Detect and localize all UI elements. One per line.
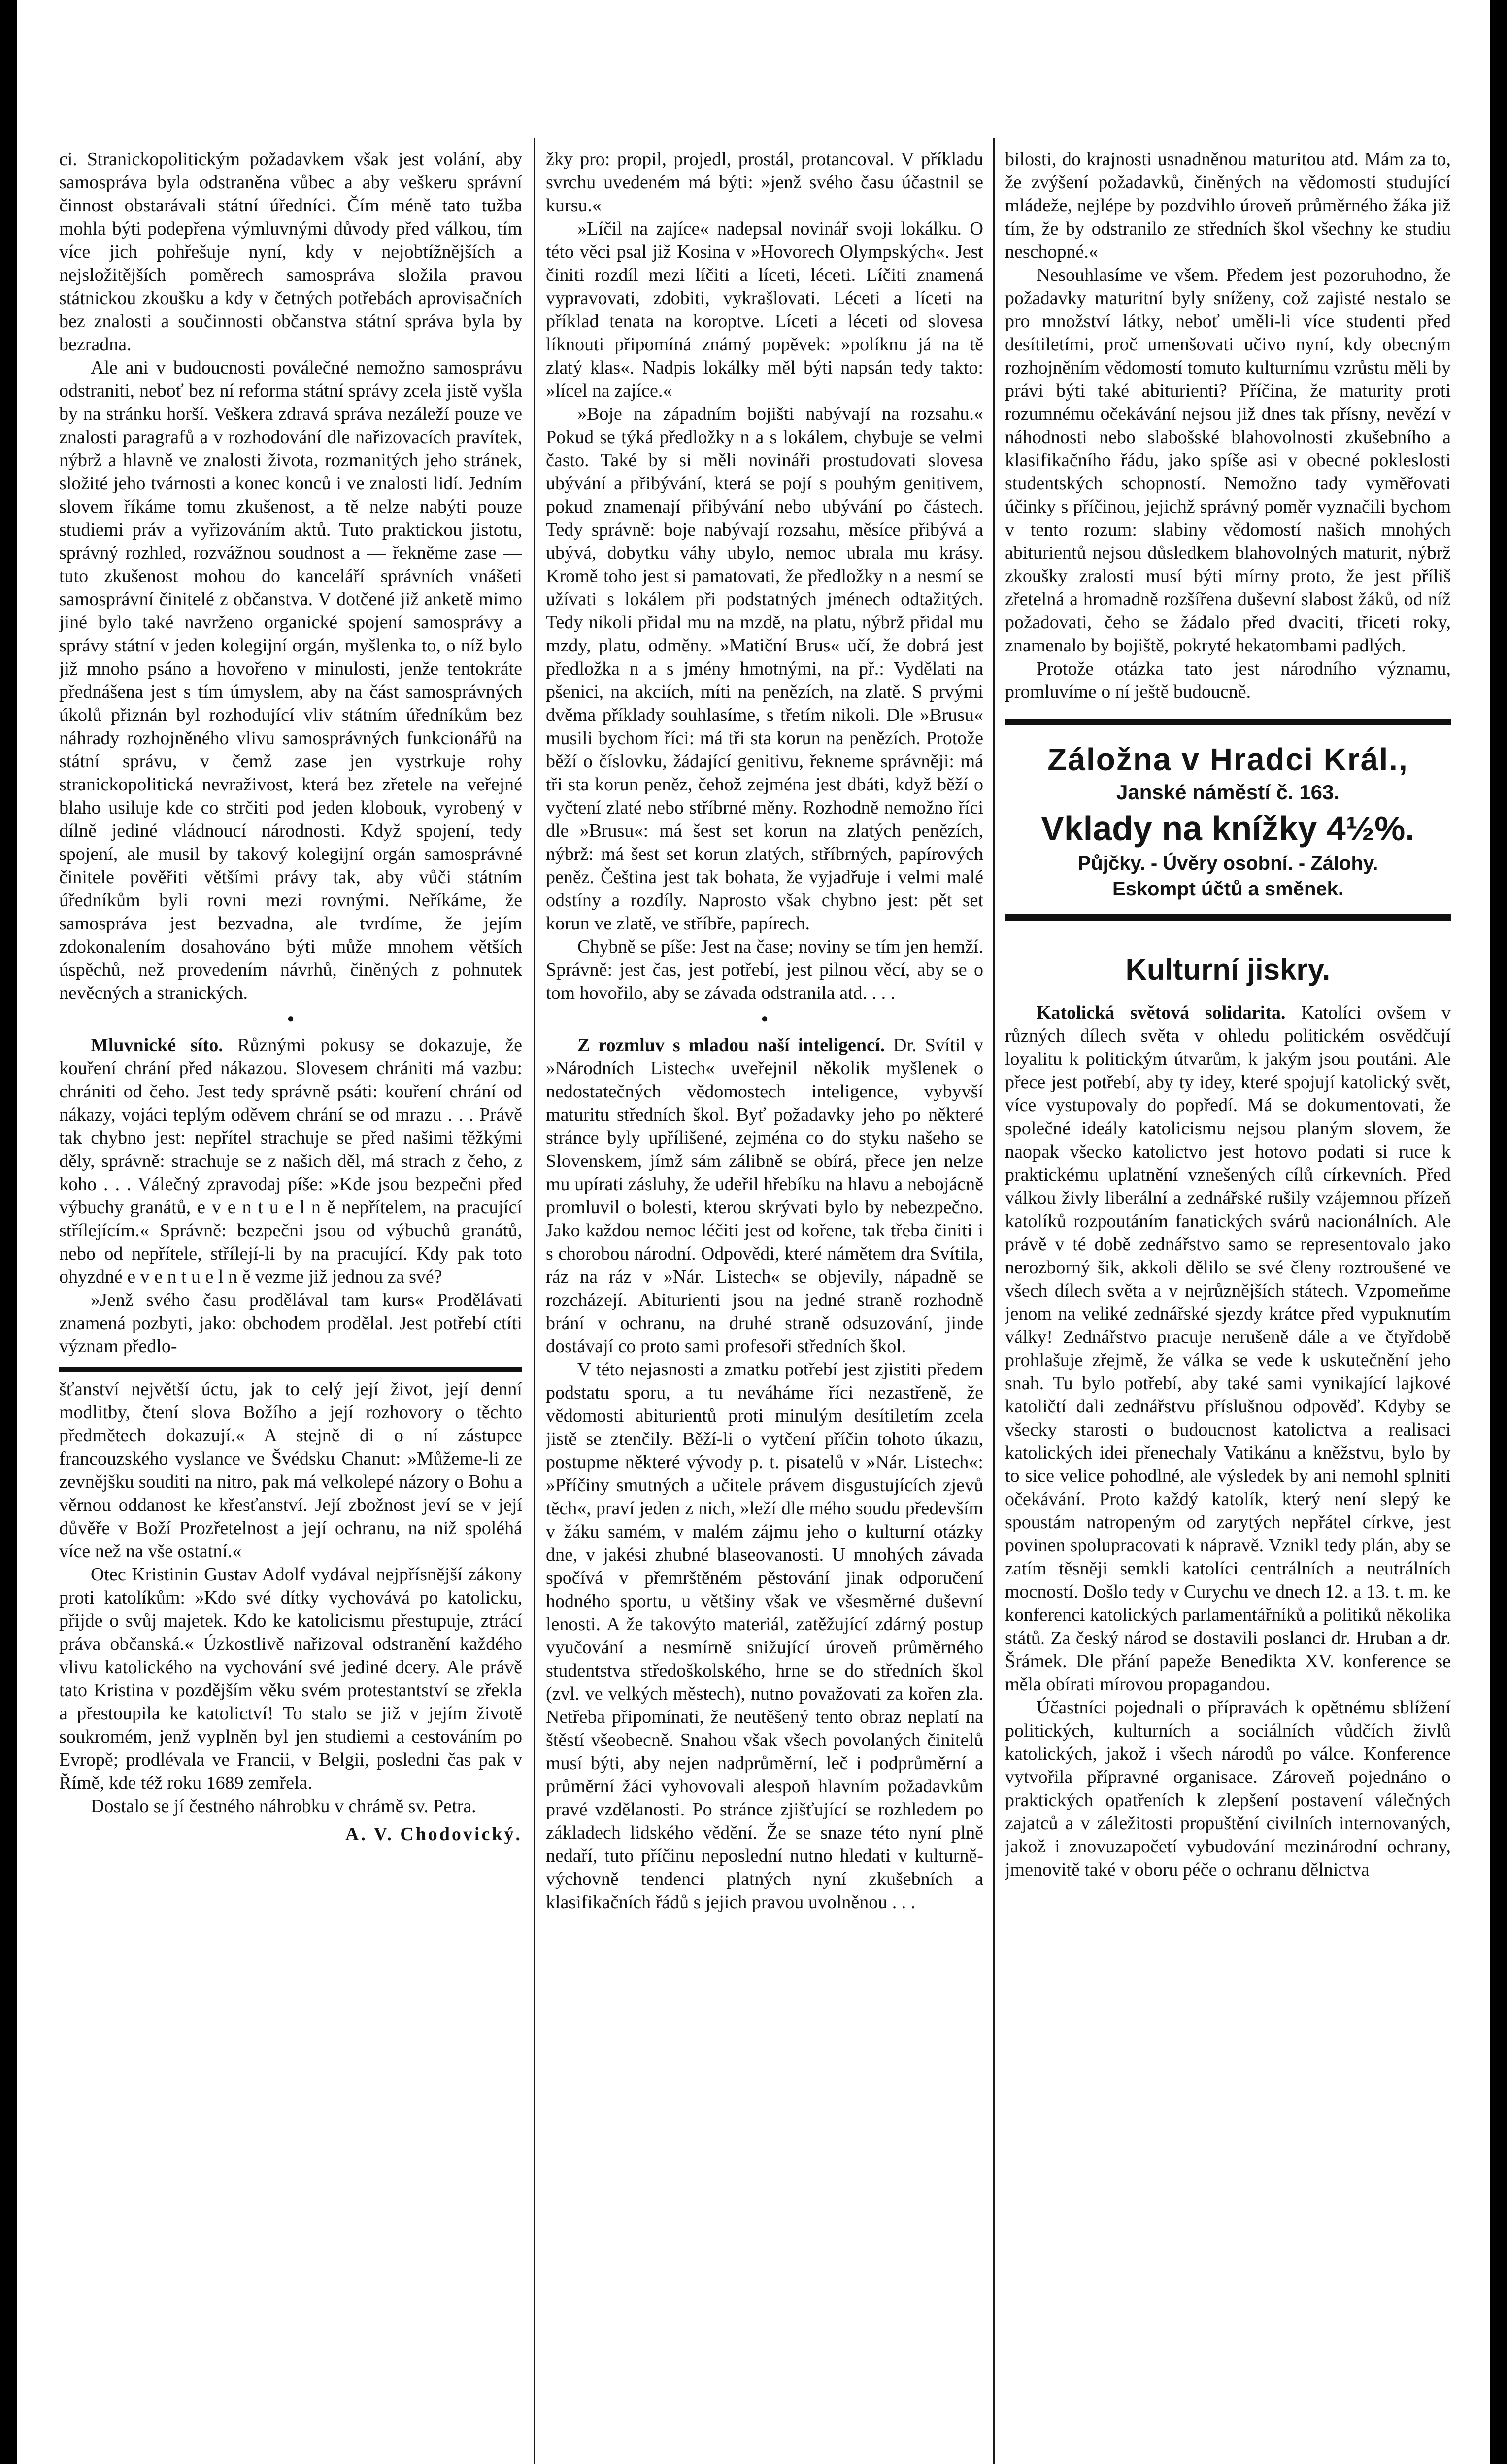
paragraph: Chybně se píše: Jest na čase; noviny se tím jen hemží. Správně: jest čas, jest potřebí, jest pilnou věcí, aby se o tom hovořilo, aby se závada odstranila atd. . . .: [546, 936, 983, 1003]
rubric-heading: Katolická světová solidarita.: [1037, 1002, 1286, 1023]
column-2: [546, 148, 983, 2464]
paragraph: [546, 1034, 983, 1358]
ad-discount: Eskompt účtů a směnek.: [1112, 878, 1344, 900]
column-3: [1005, 148, 1451, 2464]
paragraph: V této nejasnosti a zmatku potřebí jest zjistiti předem podstatu sporu, a tu neváháme říci nezastřeně, že vědomosti abiturientů proti minulým desítiletím zcela jistě se ztenčily. Běží-li o vytčení příčin tohoto úkazu, postupme některé vývody p. t. pisatelů v »Nár. Listech«: »Příčiny smutných a učitele právem disgustujících zjevů těch«, praví jeden z nich, »leží dle mého soudu především v žáku samém, v malém zájmu jeho o kulturní otázky dne, v jakési zhubné blaseovanosti. U mnohých závada spočívá v přemrštěném pěstování jinak odporučení hodného sportu, u většiny však ve všesměrné duševní lenosti. A že takovýto materiál, zatěžující zdárný postup vyučování a nesmírně snižující úroveň průměrného studentstva středoškolského, hrne se do středních škol (zvl. ve velkých městech), nutno považovati za kořen zla. Netřeba připomínati, že neutěšený tento obraz neplatí na štěstí všeobecně. Snahou však všech povolaných činitelů musí býti, aby nejen nadprůměrní, leč i podprůměrní a průměrní žáci vyhovovali alespoň hlavním požadavkům pravé vzdělanosti. Po stránce zjišťující se rozhledem po základech lidského vědění. Že se snaze této nyní plně nedaří, tuto příčinu neposlední nutno hledati v kulturně-výchovně tendenci platných nyní zkušebních a klasifikačních řádů s jejich pravou uvolněnou . . .: [546, 1359, 983, 1913]
bank-advertisement: [1005, 719, 1451, 921]
paragraph: Otec Kristinin Gustav Adolf vydával nejpřísnější zákony proti katolíkům: »Kdo své dítky vychovává po katolicku, přijde o svůj majetek. Kdo ke katolicismu přestupuje, ztrácí práva občanská.« Úzkostlivě nařizoval odstranění každého vlivu katolického na vychování své jediné dcery. Ale právě tato Kristina v pozdějším věku svém protestantství se zřekla a přestoupila ke katolictví! To stalo se již v jejím životě soukromém, jenž vyplněn byl jen studiemi a cestováním po Evropě; prodlévala ve Francii, v Belgii, posledni čas pak v Římě, kde též roku 1689 zemřela.: [59, 1564, 522, 1793]
section-title: Kulturní jiskry.: [1125, 953, 1331, 986]
rubric-heading: Z rozmluv s mladou naší inteligencí.: [577, 1035, 885, 1056]
column-rule-left: [534, 138, 535, 2464]
paragraph: [59, 1034, 522, 1289]
rubric-heading: Mluvnické síto.: [91, 1035, 223, 1056]
ad-loans: Půjčky. - Úvěry osobní. - Zálohy.: [1077, 853, 1378, 874]
column-1: [59, 148, 522, 2464]
section-divider: [59, 1367, 522, 1372]
paragraph: ci. Stranickopolitickým požadavkem však jest volání, aby samospráva byla odstraněna vůbec a aby veškeru správní činnost obstarávali státní úředníci. Čím méně tato tužba mohla býti podepřena výmluvnými důvody před válkou, tím více jich pohřešuje nyní, kdy v nejobtížnějších a nejsložitějších poměrech samospráva složila pravou státnickou zkoušku a kdy v četných potřebách aprovisačních bez znalosti a součinnosti občanstva státní správa byla by bezradna.: [59, 149, 522, 355]
paragraph: Nesouhlasíme ve všem. Předem jest pozoruhodno, že požadavky maturitní byly sníženy, což zajisté nestalo se pro množství látky, neboť uměli-li více studenti před desítiletími, proč umenšovati učivo nyní, kdy obecným rozhojněním vědomostí tomuto kulturnímu vzrůstu měli by právi býti také abiturienti? Příčina, že maturity proti rozumnému očekávání nejsou již dnes tak přísny, nevězí v náhodnosti nebo slabošské blahovolnosti zkušebního a klasifikačního řádu, jako spíše asi v obecné pokleslosti studentských schopností. Nemožno tady vyměřovati účinky s příčinou, jejichž správný poměr vyznačili bychom v tento rozum: slabiny vědomostí našich mnohých abiturientů nejsou důsledkem blahovolných maturit, nýbrž zkoušky zralosti musí býti mírny proto, že jest příliš zřetelná a hromadně rozšířena duševní slabost žáků, od níž požadovati, čeho se žádalo před dvaciti, třiceti roky, znamenalo by bojiště, pokryté hekatombami padlých.: [1005, 265, 1451, 656]
paragraph-text: Dr. Svítil v »Národních Listech« uveřejnil několik myšlenek o nedostatečných vědomostech inteligence, vybyvší maturitu středních škol. Byť požadavky jeho po některé stránce byly upřílišené, zejména co do styku našeho se Slovenskem, jímž sám zálibně se obírá, přece jen nelze mu upírati zásluhy, že udeřil hřebíku na hlavu a nebojácně promluvil o bolesti, kterou skrývati bylo by nebezpečno. Jako každou nemoc léčiti jest od kořene, tak třeba činiti i s chorobou národní. Odpovědi, které námětem dra Svítila, ráz na ráz v »Nár. Listech« se objevily, nápadně se rozcházejí. Abiturienti jsou na jedné straně rozhodně brání v ochranu, na druhé straně odsuzování, jinde dostávají co proto sami profesoři středních škol.: [546, 1035, 983, 1357]
ad-deposits: Vklady na knížky 4½%.: [1041, 809, 1415, 848]
paragraph: Protože otázka tato jest národního významu, promluvíme o ní ještě budoucně.: [1005, 658, 1451, 702]
ad-title: Záložna v Hradci Král.,: [1047, 742, 1408, 777]
paragraph: žky pro: propil, projedl, prostál, protancoval. V příkladu svrchu uvedeném má býti: »jenž svého času účastnil se kursu.«: [546, 149, 983, 216]
paragraph: [1005, 1001, 1451, 1696]
paragraph: šťanství největší úctu, jak to celý její život, její denní modlitby, čtení slova Božího a její rozhovory o těchto předmětech dokazují.« A stejně di o ní zástupce francouzského vyslance ve Švédsku Chanut: »Můžeme-li ze zevnějšku souditi na nitro, pak má velkolepé názory o Bohu a věrnou oddanost ke křesťanství. Její zbožnost jeví se v její důvěře v Boží Prozřetelnost a její ochranu, na niž spoléhá více než na vše ostatní.«: [59, 1379, 522, 1562]
separator-star: •: [761, 1009, 768, 1029]
paragraph: »Boje na západním bojišti nabývají na rozsahu.« Pokud se týká předložky n a s lokálem, chybuje se velmi často. Také by si měli novináři prostudovati slovesa ubývání a přibývání, která se pojí s pouhým genitivem, pokud znamenají přibývání nebo ubývání po částech. Tedy správně: boje nabývají rozsahu, měsíce přibývá a ubývá, dobytku váhy ubylo, nemoc ubrala mu krásy. Kromě toho jest si pamatovati, že předložky n a nesmí se užívati s lokálem při podstatných jménech odtažitých. Tedy nikoli přidal mu na mzdě, na platu, nýbrž přidal mu mzdy, platu, odměny. »Matiční Brus« učí, že dobrá jest předložka n a s jmény hmotnými, na př.: Vydělati na pšenici, na akciích, míti na penězích, na zlatě. S prvými dvěma příklady souhlasíme, s třetím nikoli. Dle »Brusu« musili bychom říci: má tři sta korun na penězích. Protože běží o číslovku, žádající genitivu, řekneme správněji: má tři sta korun peněz, čehož zejména jest dbáti, když běží o vyčtení zlaté nebo stříbrné měny. Rozhodně nemožno říci dle »Brusu«: má šest set korun na zlatých penězích, nýbrž: má šest set korun zlatých, stříbrných, papírových peněz. Čeština jest tak bohata, že vyjadřuje i velmi malé odstíny a rozdíly. Naprosto však chybno jest: pět set korun ve zlatě, ve stříbře, papírech.: [546, 404, 983, 934]
page-edge-right: [1490, 0, 1507, 2464]
paragraph: bilosti, do krajnosti usnadněnou maturitou atd. Mám za to, že zvýšení požadavků, činěných na vědomosti studující mládeže, nejlépe by pozdvihlo úroveň průměrného žáka již tím, že by odstranilo ze středních škol všechny ke studiu neschopné.«: [1005, 149, 1451, 262]
paragraph-text: Různými pokusy se dokazuje, že kouření chrání před nákazou. Slovesem chrániti má vazbu: chrániti od čeho. Jest tedy správně psáti: kouření chrání od nákazy, vojáci teplým oděvem chrání se od mrazu . . . Právě tak chybno jest: nepřítel strachuje se před našimi těžkými děly, správně: strachuje se z našich děl, má strach z čeho, z koho . . . Válečný zpravodaj píše: »Kde jsou bezpečni před výbuchy granátů, e v e n t u e l n ě nepřítelem, na pracující střílejícím.« Správně: bezpečni jsou od výbuchů granátů, nebo od nepřítele, střílejí-li by na pracující. Kdy pak toto ohyzdné e v e n t u e l n ě vezme již jednou za své?: [59, 1035, 522, 1287]
paragraph: Dostalo se jí čestného náhrobku v chrámě sv. Petra.: [91, 1796, 476, 1816]
paragraph: »Jenž svého času prodělával tam kurs« Prodělávati znamená pozbyti, jako: obchodem prodělal. Jest potřebí ctíti význam předlo-: [59, 1290, 522, 1357]
page-edge-left: [0, 0, 17, 2464]
ad-address: Janské náměstí č. 163.: [1116, 781, 1340, 804]
paragraph: Účastníci pojednali o přípravách k opětnému sblížení politických, kulturních a sociálních vůdčích živlů katolických, jakož i všech národů po válce. Konference vytvořila přípravné organisace. Zároveň pojednáno o praktických opatřeních k zlepšení postavení válečných zajatců a v záležitosti propuštění civilních internovaných, jakož i znovuzapočetí vybudování mezinárodní ochrany, jmenovitě také v oboru péče o ochranu dělnictva: [1005, 1697, 1451, 1880]
separator-star: •: [287, 1009, 294, 1029]
paragraph: Ale ani v budoucnosti poválečné nemožno samosprávu odstraniti, neboť bez ní reforma státní správy zcela jistě vyšla by na stránku horší. Veškera zdravá správa nezáleží pouze ve znalosti paragrafů a v rozhodování dle nařizovacích pravítek, nýbrž a hlavně ve znalosti života, rozmanitých jeho stránek, složité jeho tvárnosti a konec konců i ve znalosti lidí. Jedním slovem říkáme tomu zkušenost, a tě nelze nabýti pouze studiemi práv a vyřizováním aktů. Tuto praktickou jistotu, správný rozhled, rozvážnou soudnost a — řekněme zase — tuto zkušenost mohou do kanceláří správních vnášeti samosprávní činitelé z občanstva. V dotčené již anketě mimo jiné bylo také navrženo organické spojení samosprávy a správy státní v jeden kolegijní orgán, myšlenka to, o níž bylo již mnoho psáno a hovořeno v minulosti, jenže tentokráte přednášena jest s tím úmyslem, aby na část samosprávných úkolů přiznán byl rozhodující vliv státním úředníkům bez náhrady rozhojněného vlivu samosprávných funkcionářů na státní správu, v čemž zase jen vystrkuje rohy stranickopolitická nevraživost, která bez zřetele na veřejné blaho usiluje kde co strčiti pod jeden klobouk, vyrobený v dílně jediné vládnoucí národnosti. Když spojení, tedy spojení, ale musil by takový kolegijní orgán samosprávné činitele pověřiti většími právy tak, aby vůči státním úředníkům byli rovni mezi rovnými. Neříkáme, že samospráva jest bezvadna, ale tvrdíme, že jejím zdokonalením dosahováno býti může mnohem větších úspěchů, než provedením návrhů, činěných z pohnutek nevěcných a stranických.: [59, 357, 522, 1003]
author-signature: A. V. Chodovický.: [345, 1824, 522, 1845]
column-rule-right: [993, 138, 995, 2464]
paragraph-text: Katolíci ovšem v různých dílech světa v ohledu politickém osvědčují loyalitu k politickým útvarům, k jakým jsou poutáni. Ale přece jest potřebí, aby ty idey, které spojují katolický svět, více vystupovaly do popředí. Má se dokumentovati, že společné ideály katolicismu nejsou planým slovem, že naopak všecko katolictvo jest hotovo podati si ruce k praktickému uplatnění vznešených cílů církevních. Před válkou živly liberální a zednářské rušily vzájemnou přízeň katolíků rozpoutáním fanatických svárů nacionálních. Ale právě v té době zednářstvo samo se representovalo jako nerozborný šik, akkoli dělilo se své členy roztroušené ve všech dílech světa a v nejrůznějších státech. Vzpomeňme jenom na veliké zednářské sjezdy krátce před vypuknutím války! Zednářstvo pracuje nerušeně dále a ve čtyřdobě prohlašuje zřejmě, že válka se vede k uskutečnění jeho snah. Tu bylo potřebí, aby také sami vynikající lajkové katoličtí dali zednářstvu příslušnou odpověď. Kdyby se všecky starosti o budoucnost katolictva a realisaci katolických idei přenechaly Vatikánu a kněžstvu, bylo by to sice velice pohodlné, ale výsledek by ani nemohl splniti očekávání. Proto každý katolík, který není slepý ke spoustám natropeným od zarytých nepřátel církve, jest povinen spolupracovati k nápravě. Vznikl tedy plán, aby se zatím těsněji semkli katolíci centrálních a neutrálních mocností. Došlo tedy v Curychu ve dnech 12. a 13. t. m. ke konferenci katolických parlamentářníků a politiků několika států. Za český národ se dostavili poslanci dr. Hruban a dr. Šrámek. Dle přání papeže Benedikta XV. konference se měla obírati mírovou propagandou.: [1005, 1002, 1451, 1695]
paragraph: »Líčil na zajíce« nadepsal novinář svoji lokálku. O této věci psal již Kosina v »Hovorech Olympských«. Jest činiti rozdíl mezi líčiti a líceti, léceti. Líčiti znamená vypravovati, zdobiti, vykrašlovati. Léceti a líceti na příklad tenata na koroptve. Líceti a léceti od slovesa líknouti připomíná známý popěvek: »políknu já na tě zlatý klas«. Nadpis lokálky měl býti napsán tedy takto: »lícel na zajíce.«: [546, 218, 983, 401]
